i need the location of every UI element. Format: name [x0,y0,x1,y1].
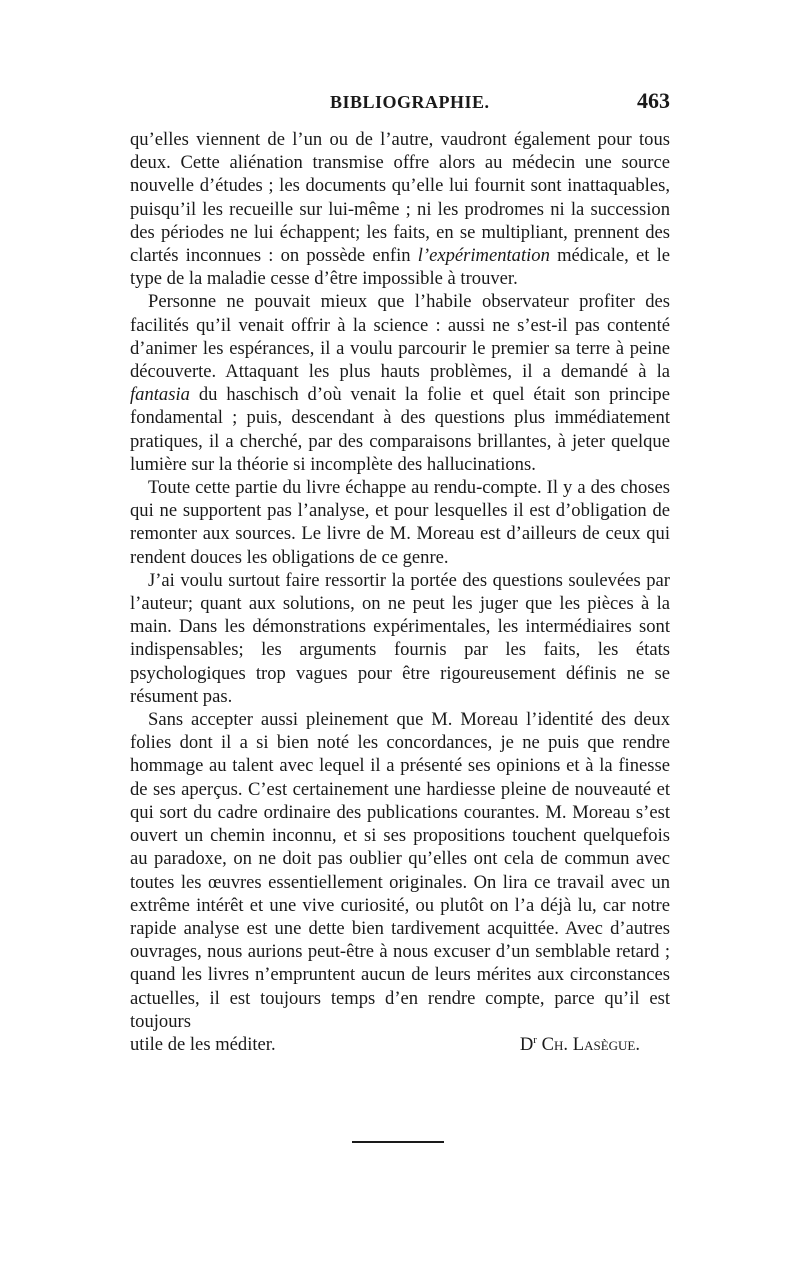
paragraph [130,708,670,1033]
italic-text: l’expérimentation [417,245,550,267]
signature-sup: r [533,1033,537,1046]
text-segment: J’ai voulu surtout faire ressortir la portée des questions soulevées par l’auteur; quant aux solutions, on ne peut les juger que les pièces à la main. Dans les démonstrations expérimentales, les intermédiaires sont indispensables; les arguments fournis par les faits, les états psychologiques trop vagues pour être rigoureusement définis ne se résument pas. [130,569,670,707]
paragraph [130,128,670,290]
text-segment: du haschisch d’où venait la folie et quel était son principe fondamental ; puis, descendant à des questions plus immédiatement pratiques, il a cherché, par des comparaisons brillantes, à jeter quelque lumière sur la théorie si incomplète des hallucinations. [130,384,670,475]
signature-prefix: D [519,1033,534,1055]
paragraph [130,569,670,708]
page-number: 463 [637,88,670,113]
text-segment: qu’elles viennent de l’un ou de l’autre, vaudront également pour tous deux. Cette aliénation transmise offre alors au médecin une source nouvelle d’études ; les documents qu’elle lui fournit sont inattaquables, puisqu’il les recueille sur lui-même ; ni les prodromes ni la succession des périodes ne lui échappent; les faits, en se multipliant, prennent des clartés inconnues : on possède enfin [130,129,670,267]
author-signature [520,1033,670,1056]
signature-name: Ch. Lasègue. [541,1033,640,1055]
body-text [130,128,670,1056]
italic-text: fantasia [130,384,190,406]
text-segment: Toute cette partie du livre échappe au rendu-compte. Il y a des choses qui ne supportent pas l’analyse, et pour lesquelles il est d’obligation de remonter aux sources. Le livre de M. Moreau est d’ailleurs de ceux qui rendent douces les obligations de ce genre. [130,477,670,568]
closing-text: utile de les méditer. [130,1033,276,1055]
text-segment: Personne ne pouvait mieux que l’habile observateur profiter des facilités qu’il venait offrir à la science : aussi ne s’est-il pas contenté d’animer les espérances, il a voulu parcourir le premier sa terre à peine découverte. Attaquant les plus hauts problèmes, il a demandé à la [130,291,670,383]
paragraph [130,476,670,569]
paragraph [130,290,670,476]
running-head [130,88,670,116]
closing-line [130,1033,670,1056]
text-segment: Sans accepter aussi pleinement que M. Moreau l’identité des deux folies dont il a si bien noté les concordances, je ne puis que rendre hommage au talent avec lequel il a présenté ses opinions et à la finesse de ses aperçus. C’est certainement une hardiesse pleine de nouveauté et qui sort du cadre ordinaire des publications courantes. M. Moreau s’est ouvert un chemin inconnu, et si ses propositions touchent quelquefois au paradoxe, on ne doit pas oublier qu’elles ont cela de commun avec toutes les œuvres essentiellement originales. On lira ce travail avec un extrême intérêt et une vive curiosité, ou plutôt on l’a déjà lu, car notre rapide analyse est une dette bien tardivement acquittée. Avec d’autres ouvrages, nous aurions peut-être à nous excuser d’un semblable retard ; quand les livres n’empruntent aucun de leurs mérites aux circonstances actuelles, il est toujours temps d’en rendre compte, parce qu’il est toujours [130,709,670,1032]
text-segment: médicale, et le type de la maladie cesse d’être impossible à trouver. [130,245,670,290]
end-rule [352,1141,444,1143]
running-title: BIBLIOGRAPHIE. [330,92,490,112]
